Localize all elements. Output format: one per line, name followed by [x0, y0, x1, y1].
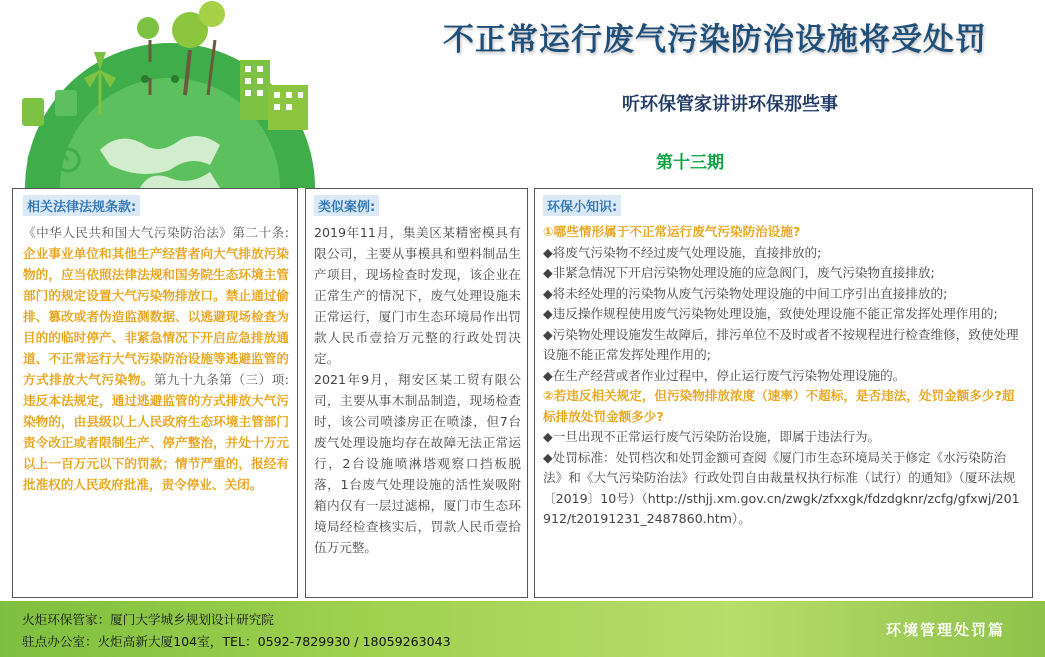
tips-heading: 环保小知识: [543, 195, 621, 216]
tips-panel [534, 188, 1033, 598]
tips-question-1: ①哪些情形属于不正常运行废气污染防治设施? [543, 224, 801, 239]
law-heading: 相关法律法规条款: [23, 195, 140, 216]
footer-organization: 火炬环保管家：厦门大学城乡规划设计研究院 [22, 612, 274, 627]
footer [0, 601, 1045, 657]
tips-item: ◆在生产经营或者作业过程中，停止运行废气污染物处理设施的。 [543, 367, 906, 383]
cases-panel [305, 188, 528, 598]
issue-number: 第十三期 [656, 153, 724, 173]
header [0, 0, 1045, 188]
tips-item: ◆污染物处理设施发生故障后，排污单位不及时或者不按规程进行检查维修，致使处理设施不能正常发挥处理作用的; [543, 326, 1019, 362]
eco-globe-illustration [0, 0, 340, 188]
law-intro: 《中华人民共和国大气污染防治法》第二十条: [23, 225, 289, 240]
tips-item: ◆非紧急情况下开启污染物处理设施的应急阀门，废气污染物直接排放; [543, 265, 935, 280]
law-panel [12, 188, 298, 598]
footer-badge: 环境管理处罚篇 [885, 621, 1005, 639]
case-2: 2021年9月，翔安区某工贸有限公司，主要从事木制品制造，现场检查时，该公司喷漆房正在喷漆，但7台废气处理设施均存在故障无法正常运行，2台设施喷淋塔观察口挡板脱落，1台废气处理设施的活性炭吸附箱内仅有一层过滤棉，厦门市生态环境局经检查核实后，罚款人民币壹拾伍万元整。 [314, 372, 521, 555]
page-title: 不正常运行废气污染防治设施将受处罚 [443, 22, 987, 58]
tips-item: ◆违反操作规程使用废气污染物处理设施，致使处理设施不能正常发挥处理作用的; [543, 306, 998, 321]
law-text [23, 222, 289, 495]
law-article-99-label: 第九十九条第（三）项: [153, 372, 289, 387]
tips-item: ◆将未经处理的污染物从废气污染物处理设施的中间工序引出直接排放的; [543, 285, 948, 301]
footer-contact: 驻点办公室：火炬高新大厦104室，TEL：0592-7829930 / 18059263043 [22, 634, 451, 649]
page-subtitle: 听环保管家讲讲环保那些事 [622, 94, 838, 115]
tips-item: ◆将废气污染物不经过废气处理设施，直接排放的; [543, 244, 822, 260]
case-1: 2019年11月，集美区某精密模具有限公司，主要从事模具和塑料制品生产项目，现场检查时发现，该企业在正常生产的情况下，废气处理设施未正常运行，厦门市生态环境局作出罚款人民币壹拾万元整的行政处罚决定。 [314, 225, 521, 366]
tips-answer-1: ◆一旦出现不正常运行废气污染防治设施，即属于违法行为。 [543, 429, 881, 444]
law-article-20: 企业事业单位和其他生产经营者向大气排放污染物的，应当依照法律法规和国务院生态环境主管部门的规定设置大气污染物排放口。禁止通过偷排、篡改或者伪造监测数据、以逃避现场检查为目的的临时停产、非紧急情况下开启应急排放通道、不正常运行大气污染防治设施等逃避监管的方式排放大气污染物。 [23, 246, 289, 387]
cases-heading: 类似案例: [314, 195, 379, 216]
tips-question-2: ②若违反相关规定，但污染物排放浓度（速率）不超标，是否违法，处罚金额多少?超标排放处罚金额多少? [543, 388, 1015, 424]
tips-answer-2: ◆处罚标准：处罚档次和处罚金额可查阅《厦门市生态环境局关于修定《水污染防治法》和《大气污染防治法》行政处罚自由裁量权执行标准（试行）的通知》（厦环法规〔2019〕10号）（http://sthjj.xm.gov.cn/zwgk/zfxxgk/fdzdgknr/zcfg/gfxwj/201912/t20191231_2487860.htm）。 [543, 449, 1020, 526]
law-article-99: 违反本法规定，通过逃避监管的方式排放大气污染物的，由县级以上人民政府生态环境主管部门责令改正或者限制生产、停产整治，并处十万元以上一百万元以下的罚款；情节严重的，报经有批准权的人民政府批准，责令停业、关闭。 [23, 393, 289, 492]
